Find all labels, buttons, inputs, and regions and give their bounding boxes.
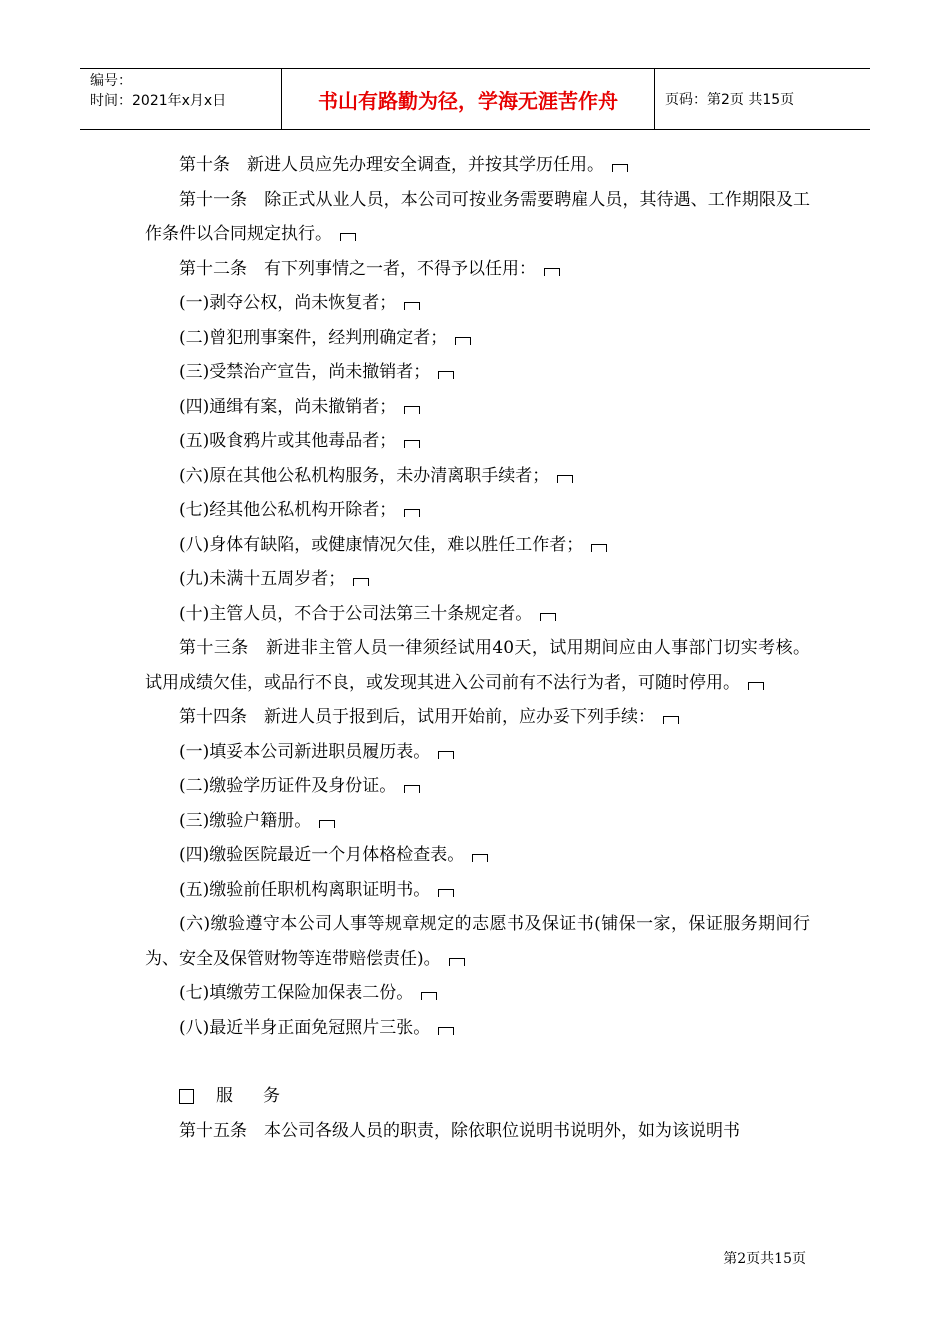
paragraph [145,390,810,425]
paragraph [145,148,810,183]
paragraph-mark-icon [540,613,556,621]
paragraph [145,631,810,700]
paragraph [145,321,810,356]
paragraph-mark-icon [591,544,607,552]
paragraph [145,252,810,287]
paragraph-text: 第十三条 新进非主管人员一律须经试用40天，试用期间应由人事部门切实考核。试用成绩欠佳，或品行不良，或发现其进入公司前有不法行为者，可随时停用。 [145,638,810,693]
paragraph-text: (七)填缴劳工保险加保表二份。 [179,983,414,1003]
paragraph-mark-icon [404,302,420,310]
paragraph-text: (三)缴验户籍册。 [179,810,312,831]
paragraph-text: 第十条 新进人员应先办理安全调查，并按其学历任用。 [179,155,604,175]
blank-line [145,1045,810,1079]
paragraph-mark-icon [748,682,764,690]
paragraph-mark-icon [340,233,356,241]
paragraph-mark-icon [472,854,488,862]
document-body [145,148,810,1148]
paragraph-mark-icon [404,406,420,414]
paragraph [145,907,810,976]
paragraph [145,1011,810,1046]
time-label: 时间：2021年x月x日 [90,93,227,109]
paragraph [145,838,810,873]
section-title: 服务 [216,1086,310,1106]
paragraph-mark-icon [438,371,454,379]
paragraph [145,804,810,839]
paragraph [145,493,810,528]
paragraph-mark-icon [438,1027,454,1035]
paragraph [145,459,810,494]
page-footer: 第2页共15页 [723,1251,806,1267]
paragraph-mark-icon [319,820,335,828]
paragraph-text: (四)缴验医院最近一个月体格检查表。 [179,845,465,865]
paragraph [145,700,810,735]
header-meta [80,69,282,129]
paragraph [145,976,810,1011]
paragraph [145,735,810,770]
paragraph-text: (五)吸食鸦片或其他毒品者； [179,431,397,451]
paragraph [145,286,810,321]
paragraph [145,769,810,804]
paragraph-text: (八)身体有缺陷，或健康情况欠佳，难以胜任工作者； [179,534,584,555]
paragraph-text: (二)缴验学历证件及身份证。 [179,776,397,796]
paragraph-text: (七)经其他公私机构开除者； [179,500,397,520]
checkbox-square-icon [179,1089,194,1104]
paragraph [145,424,810,459]
code-label: 编号： [90,73,132,89]
paragraph-mark-icon [544,268,560,276]
paragraph-mark-icon [404,440,420,448]
header-motto: 书山有路勤为径，学海无涯苦作舟 [282,69,655,129]
paragraph-article-15: 第十五条 本公司各级人员的职责，除依职位说明书说明外，如为该说明书 [179,1120,740,1141]
paragraph-mark-icon [404,785,420,793]
paragraph [145,873,810,908]
paragraph [145,562,810,597]
paragraph-mark-icon [449,958,465,966]
paragraph-text: (四)通缉有案，尚未撤销者； [179,396,397,417]
paragraph-text: (八)最近半身正面免冠照片三张。 [179,1017,431,1038]
paragraph-mark-icon [557,475,573,483]
paragraph-mark-icon [612,164,628,172]
header-page-info: 页码：第2页 共15页 [665,92,795,108]
paragraph-mark-icon [404,509,420,517]
page-header [80,68,870,130]
paragraph-text: (六)缴验遵守本公司人事等规章规定的志愿书及保证书(铺保一家，保证服务期间行为、安全及保管财物等连带赔偿责任)。 [145,914,810,969]
paragraph-text: (二)曾犯刑事案件，经判刑确定者； [179,327,448,348]
paragraph-mark-icon [455,337,471,345]
paragraph-text: (六)原在其他公私机构服务，未办清离职手续者； [179,465,550,486]
paragraph-mark-icon [353,578,369,586]
paragraph-text: (一)填妥本公司新进职员履历表。 [179,741,431,762]
paragraph-text: 第十一条 除正式从业人员，本公司可按业务需要聘雇人员，其待遇、工作期限及工作条件以合同规定执行。 [145,189,810,244]
paragraph-text: (十)主管人员，不合于公司法第三十条规定者。 [179,603,533,624]
paragraph-text: (一)剥夺公权，尚未恢复者； [179,293,397,313]
section-heading [145,1079,810,1114]
paragraph-text: (五)缴验前任职机构离职证明书。 [179,879,431,900]
paragraph-mark-icon [663,716,679,724]
paragraph [145,183,810,252]
paragraph-mark-icon [421,992,437,1000]
paragraph-text: 第十四条 新进人员于报到后，试用开始前，应办妥下列手续： [179,707,655,727]
paragraph-text: (三)受禁治产宣告，尚未撤销者； [179,362,431,382]
paragraph [145,597,810,632]
paragraph-text: 第十二条 有下列事情之一者，不得予以任用： [179,258,536,279]
paragraph [145,355,810,390]
paragraph-mark-icon [438,751,454,759]
paragraph-list [145,148,810,1045]
paragraph-mark-icon [438,889,454,897]
paragraph [145,528,810,563]
paragraph-text: (九)未满十五周岁者； [179,569,346,589]
